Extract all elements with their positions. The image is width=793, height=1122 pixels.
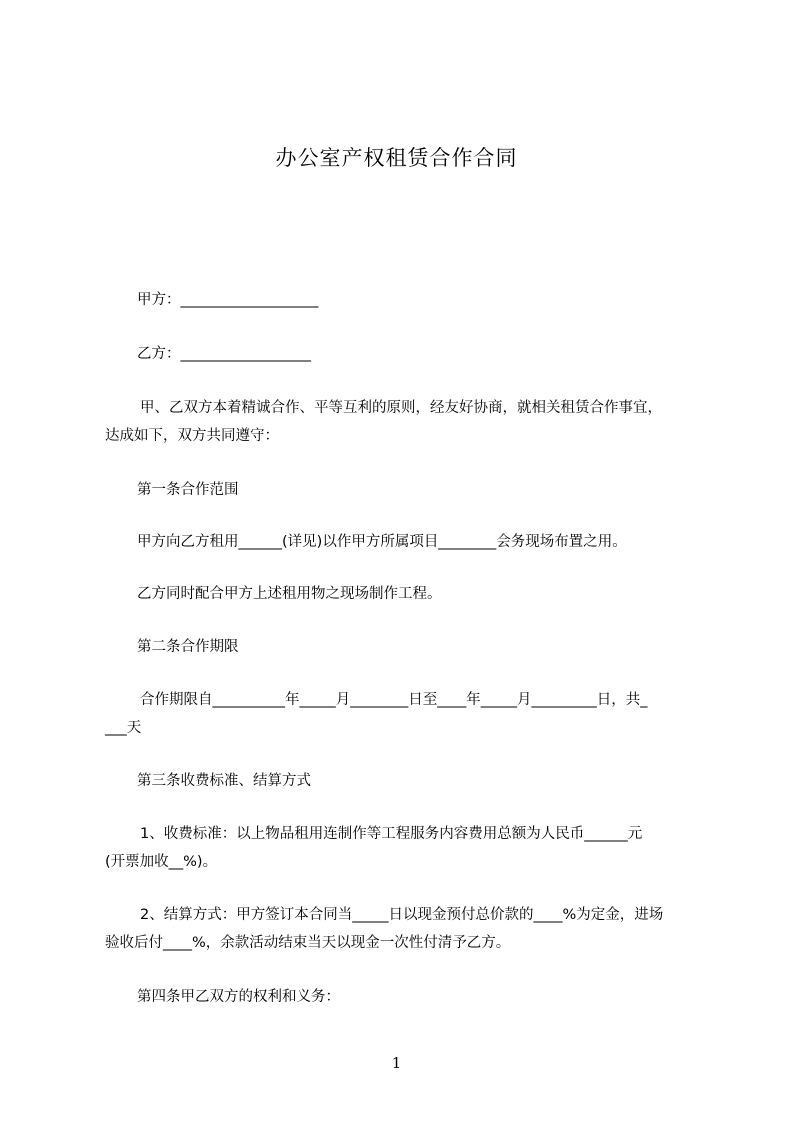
article-2-heading: 第二条合作期限 <box>137 639 239 655</box>
article-3-paragraph-2-line-1: 2、结算方式：甲方签订本合同当_____日以现金预付总价款的____%为定金，进场 <box>140 907 664 923</box>
intro-paragraph-line-2: 达成如下，双方共同遵守： <box>105 428 279 444</box>
party-b-line: 乙方：__________________ <box>137 346 311 362</box>
party-a-line: 甲方：___________________ <box>137 292 319 308</box>
article-1-paragraph-2: 乙方同时配合甲方上述租用物之现场制作工程。 <box>137 586 442 602</box>
intro-paragraph-line-1: 甲、乙双方本着精诚合作、平等互利的原则，经友好协商，就相关租赁合作事宜， <box>140 400 662 416</box>
article-4-heading: 第四条甲乙双方的权利和义务： <box>137 989 340 1005</box>
article-3-paragraph-2-line-2: 验收后付____%，余款活动结束当天以现金一次性付清予乙方。 <box>105 935 511 951</box>
document-title: 办公室产权租赁合作合同 <box>275 146 518 170</box>
article-3-paragraph-1-line-1: 1、收费标准：以上物品租用连制作等工程服务内容费用总额为人民币______元 <box>140 826 643 842</box>
article-2-paragraph-line-2: ___天 <box>105 720 142 736</box>
page-number: 1 <box>391 1054 402 1072</box>
article-3-paragraph-1-line-2: (开票加收__%)。 <box>105 854 218 870</box>
article-1-heading: 第一条合作范围 <box>137 482 239 498</box>
article-1-paragraph-1: 甲方向乙方租用______(详见)以作甲方所属项目________会务现场布置之用。 <box>137 534 627 550</box>
article-3-heading: 第三条收费标准、结算方式 <box>137 773 311 789</box>
article-2-paragraph-line-1: 合作期限自__________年_____月________日至____年_____月_________日，共_ <box>140 692 648 708</box>
